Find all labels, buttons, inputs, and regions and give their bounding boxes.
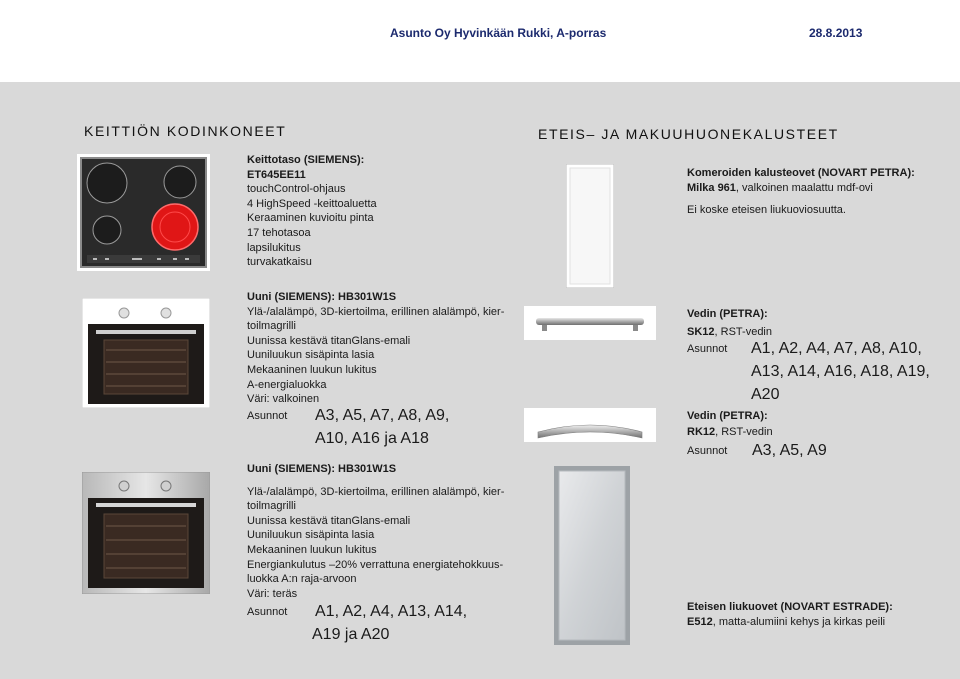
oven2-line: Mekaaninen luukun lukitus [247,543,377,556]
oven1-line: Ylä-/alalämpö, 3D-kiertoilma, erillinen alalämpö, kier- [247,305,505,318]
oven2-asunnot-label: Asunnot [247,606,288,618]
hall-bedroom-section-title: ETEIS– JA MAKUUHUONEKALUSTEET [538,126,839,142]
oven1-line: Uunissa kestävä titanGlans-emali [247,334,411,347]
handle1-description [687,307,772,339]
handle1-apartment-line: A1, A2, A4, A7, A8, A10, [751,340,922,357]
oven1-line: Mekaaninen luukun lukitus [247,363,377,376]
oven2-line: toilmagrilli [247,500,296,513]
handle1-model: SK12 [687,325,715,338]
hob-model: ET645EE11 [247,168,306,181]
oven1-line: A-energialuokka [247,378,327,391]
project-name: Asunto Oy Hyvinkään Rukki, A-porras [390,26,607,40]
handle1-asunnot-label: Asunnot [687,343,728,355]
kitchen-section-title: KEITTIÖN KODINKONEET [84,123,287,139]
wardrobe-model-detail: , valkoinen maalattu mdf-ovi [735,181,873,194]
hob-image [77,154,210,271]
handle2-apartments [752,439,827,462]
hob-feature: 4 HighSpeed -keittoaluetta [247,197,377,210]
wardrobe-title: Komeroiden kalusteovet (NOVART PETRA): [687,167,915,179]
oven2-apartments [312,600,468,646]
sliding-door-model-detail: , matta-alumiini kehys ja kirkas peili [712,615,886,628]
oven2-line: Uuniluukun sisäpinta lasia [247,529,375,542]
handle2-description [687,409,773,439]
handle2-asunnot-label: Asunnot [687,445,728,457]
hob-feature: 17 tehotasoa [247,226,311,239]
white-oven-image [82,298,210,408]
handle1-apartment-line: A13, A14, A16, A18, A19, [751,363,930,380]
handle2-apartment-line: A3, A5, A9 [752,442,827,459]
oven2-line: Energiankulutus –20% verrattuna energiatehokkuus- [247,558,504,571]
handle1-title: Vedin (PETRA): [687,308,768,320]
handle-rk12-image [524,408,656,442]
oven2-line: Uunissa kestävä titanGlans-emali [247,514,411,527]
steel-oven-image [82,472,210,594]
oven2-apartment-line: A1, A2, A4, A13, A14, [315,603,468,620]
hob-title: Keittotaso (SIEMENS): [247,154,365,166]
oven2-line: Ylä-/alalämpö, 3D-kiertoilma, erillinen alalämpö, kier- [247,485,505,498]
sliding-door-description [687,600,893,629]
oven2-description [247,462,504,601]
handle2-title: Vedin (PETRA): [687,410,768,422]
oven1-apartment-line: A3, A5, A7, A8, A9, [315,407,450,424]
handle1-model-detail: , RST-vedin [714,325,772,338]
oven2-line: luokka A:n raja-arvoon [247,573,357,586]
sliding-door-title: Eteisen liukuovet (NOVART ESTRADE): [687,601,893,613]
oven2-line: Väri: teräs [247,587,298,600]
wardrobe-note: Ei koske eteisen liukuoviosuutta. [687,204,846,217]
oven1-apartments [315,404,449,450]
handle-sk12-image [524,306,656,340]
sliding-door-model: E512 [687,615,713,628]
oven1-apartment-line: A10, A16 ja A18 [315,430,429,447]
handle1-apartments [751,337,930,406]
oven1-line: toilmagrilli [247,320,296,333]
sliding-mirror-door-image [554,466,630,645]
hob-feature: touchControl-ohjaus [247,183,346,196]
hob-feature: lapsilukitus [247,241,301,254]
hob-description [247,153,377,270]
oven1-line: Uuniluukun sisäpinta lasia [247,349,375,362]
oven1-title: Uuni (SIEMENS): HB301W1S [247,291,397,303]
handle1-apartment-line: A20 [751,386,780,403]
wardrobe-description [687,166,915,218]
document-date: 28.8.2013 [809,26,863,40]
page-header [0,0,960,82]
hob-feature: turvakatkaisu [247,256,312,269]
oven2-apartment-line: A19 ja A20 [312,626,390,643]
oven1-asunnot-label: Asunnot [247,410,288,422]
handle2-model: RK12 [687,425,716,438]
oven1-line: Väri: valkoinen [247,393,320,406]
handle2-model-detail: , RST-vedin [715,425,773,438]
oven2-title: Uuni (SIEMENS): HB301W1S [247,463,397,475]
wardrobe-model: Milka 961 [687,181,736,194]
wardrobe-door-image [566,164,614,288]
oven1-description [247,290,504,407]
hob-feature: Keraaminen kuvioitu pinta [247,212,374,225]
